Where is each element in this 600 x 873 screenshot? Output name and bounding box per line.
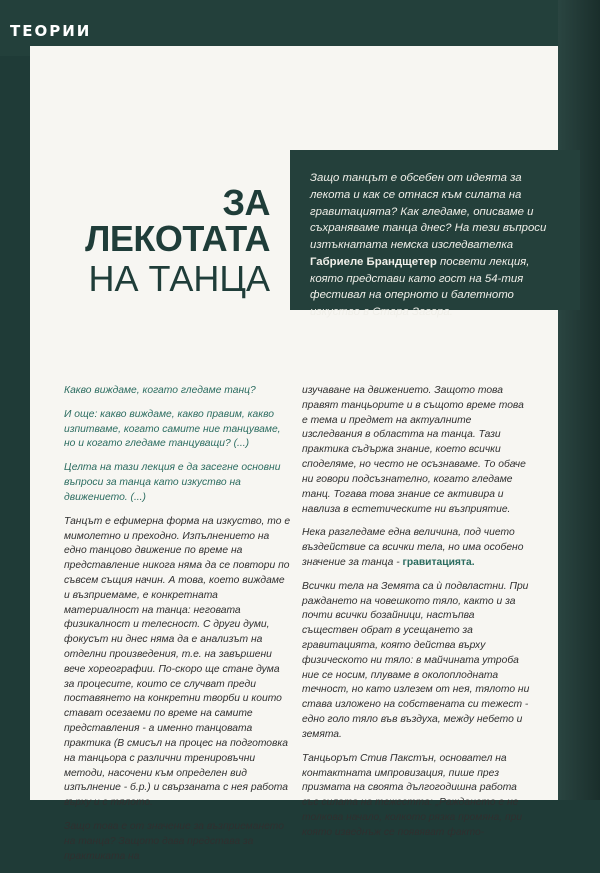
page-spine-shadow <box>558 0 600 800</box>
intro-tail: посвети лекция, която представи като гост на 54-тия фестивал на оперното и балетното изкуство в Стара Загора. <box>310 255 530 319</box>
section-label: ТЕОРИИ <box>10 22 92 40</box>
right-column <box>302 384 530 850</box>
right-paragraph-3: Всички тела на Земята са ѝ подвластни. При раждането на човешкото тяло, както и за почти всички бозайници, настъпва съществен обрат в усещането за гравитацията, която действа върху физическото ни тяло: в майчината утроба ние се носим, плуваме в околоплодната течност, но като излезем от нея, тялото ни става изложено на собствената си тежест - едно голо тяло във въздуха, между небето и земята. <box>302 580 530 740</box>
intro-box <box>290 150 580 319</box>
gravity-emphasis: гравитацията. <box>402 556 475 568</box>
left-paragraph-2: И още: какво виждаме, какво правим, какво изпитваме, когато самите ние танцуваме, но и когато гледаме танцуващи? (...) <box>64 408 281 450</box>
left-paragraph-4-text: Танцът е ефимерна форма на изкуство, то е мимолетно и преходно. Изпълнението на едно танцово движение по време на представление никога няма да се повтори по съвсем същия начин. А това, което виждаме и възприемаме, е конкретната материалност на танца: неговата физикалност и телесност. С други думи, фокусът ни днес няма да е анализът на отделни произведения, т.е. на завършени вече хореографии. По-скоро ще стане дума за процесите, които се случват преди поставянето на конкретни творби и които стават осезаеми по време на самите представления - а именно танцовата практика <box>64 515 291 749</box>
right-paragraph-4: Танцьорът Стив Пакстън, основател на контактната импровизация, пише през призмата на своята дългогодишна работа със силата на тежестта: „Раждането е не толкова начало, колкото рязка промяна, при която изведнъж се появяват факто- <box>302 752 523 838</box>
intro-text: Защо танцът е обсебен от идеята за лекота и как се отнася към силата на гравитацията? Как гледаме, описваме и съхраняваме танца днес? На тези въпроси изтъкнатата немска изследвателка <box>310 172 547 252</box>
left-paragraph-4-note: (В смисъл на процес на подготовка на танцьора с различни тренировъчни методи, насочени към определен вид изпълнение - б.р.) <box>64 737 288 794</box>
right-paragraph-2-text: Нека разгледаме една величина, под чието въздействие са всички тела, но има особено значение за танца - <box>302 527 524 568</box>
left-paragraph-4-tail: и свързаната с нея работа върху и с тялото. <box>64 782 288 809</box>
left-paragraph-1: Какво виждаме, когато гледаме танц? <box>64 385 256 396</box>
intro-author-name: Габриеле Брандщетер <box>310 255 437 268</box>
right-paragraph-1: изучаване на движението. Защото това правят танцьорите и в същото време това е тема и предмет на актуалните изследвания в областта на танца. Тази практика съдържа знание, което всички споделяме, но често не осъзнаваме. То обаче ни говори подсъзнателно, когато гледаме танц. Тогава това знание се активира и навлиза в естетическите ни възприятие. <box>302 385 526 515</box>
title-line-1: ЗА ЛЕКОТАТА <box>85 182 270 259</box>
article-title <box>60 182 270 299</box>
right-paragraph-2 <box>302 526 530 570</box>
left-paragraph-5: Защо това е от значение за възприемането на танца? Защото дава представа за практиката на <box>64 820 284 862</box>
left-paragraph-3: Целта на тази лекция е да засегне основни въпроси за танца като изкуство на движението. (...) <box>64 462 281 503</box>
left-paragraph-4 <box>64 515 292 811</box>
title-line-2: НА ТАНЦА <box>88 258 270 299</box>
